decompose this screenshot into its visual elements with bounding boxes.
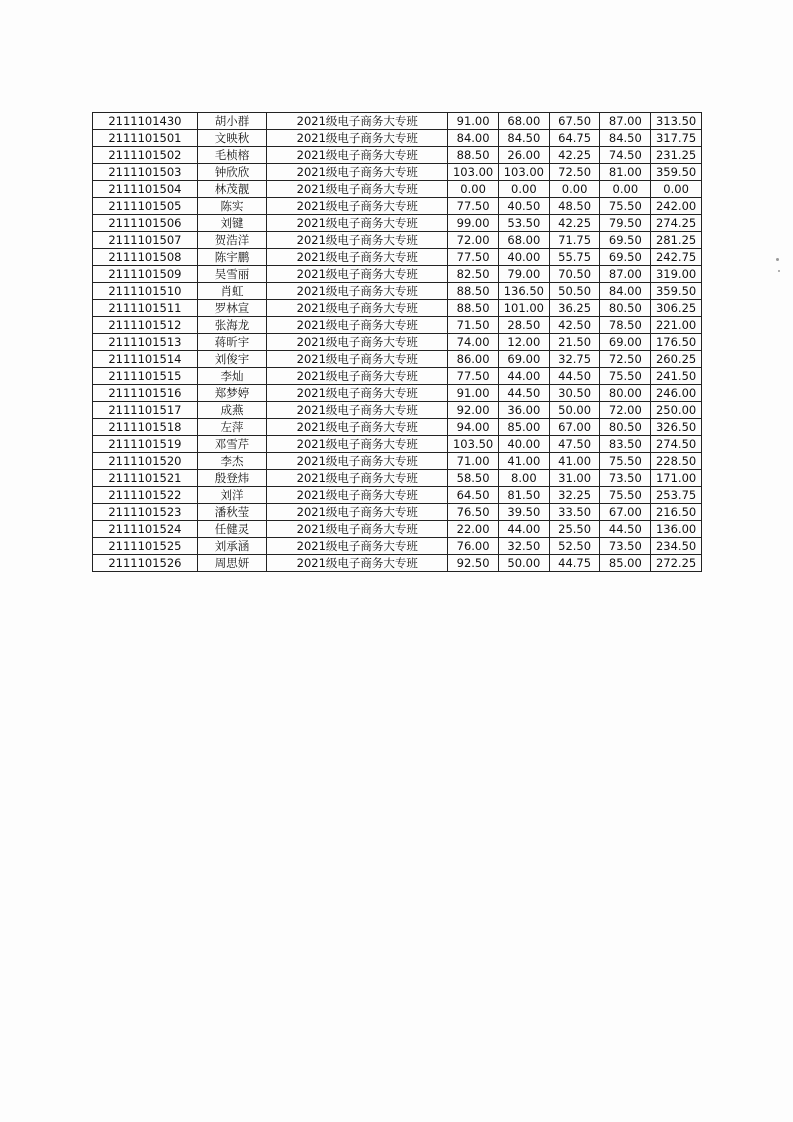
score1-cell: 92.50: [448, 555, 499, 572]
score4-cell: 44.50: [600, 521, 651, 538]
student-name-cell: 吴雪丽: [197, 266, 267, 283]
score1-cell: 84.00: [448, 130, 499, 147]
score4-cell: 80.50: [600, 300, 651, 317]
student-name-cell: 殷登炜: [197, 470, 267, 487]
student-name-cell: 罗林宣: [197, 300, 267, 317]
score2-cell: 0.00: [498, 181, 549, 198]
student-name-cell: 李杰: [197, 453, 267, 470]
score3-cell: 36.25: [549, 300, 600, 317]
score4-cell: 69.00: [600, 334, 651, 351]
student-id-cell: 2111101507: [93, 232, 198, 249]
score4-cell: 72.50: [600, 351, 651, 368]
score2-cell: 68.00: [498, 232, 549, 249]
score1-cell: 92.00: [448, 402, 499, 419]
student-id-cell: 2111101508: [93, 249, 198, 266]
class-cell: 2021级电子商务大专班: [267, 215, 448, 232]
score2-cell: 26.00: [498, 147, 549, 164]
student-name-cell: 刘承涵: [197, 538, 267, 555]
score2-cell: 53.50: [498, 215, 549, 232]
score3-cell: 50.00: [549, 402, 600, 419]
student-name-cell: 胡小群: [197, 113, 267, 130]
score4-cell: 75.50: [600, 198, 651, 215]
score1-cell: 76.50: [448, 504, 499, 521]
score2-cell: 103.00: [498, 164, 549, 181]
class-cell: 2021级电子商务大专班: [267, 470, 448, 487]
score2-cell: 36.00: [498, 402, 549, 419]
table-row: [93, 538, 702, 555]
score1-cell: 103.00: [448, 164, 499, 181]
total-cell: 171.00: [651, 470, 702, 487]
total-cell: 176.50: [651, 334, 702, 351]
class-cell: 2021级电子商务大专班: [267, 385, 448, 402]
class-cell: 2021级电子商务大专班: [267, 487, 448, 504]
score1-cell: 77.50: [448, 249, 499, 266]
score4-cell: 83.50: [600, 436, 651, 453]
total-cell: 231.25: [651, 147, 702, 164]
score1-cell: 94.00: [448, 419, 499, 436]
score3-cell: 25.50: [549, 521, 600, 538]
class-cell: 2021级电子商务大专班: [267, 351, 448, 368]
total-cell: 253.75: [651, 487, 702, 504]
table-row: [93, 181, 702, 198]
student-name-cell: 郑梦婷: [197, 385, 267, 402]
class-cell: 2021级电子商务大专班: [267, 436, 448, 453]
student-id-cell: 2111101526: [93, 555, 198, 572]
table-row: [93, 368, 702, 385]
table-row: [93, 113, 702, 130]
score3-cell: 71.75: [549, 232, 600, 249]
score4-cell: 67.00: [600, 504, 651, 521]
score4-cell: 75.50: [600, 453, 651, 470]
score3-cell: 48.50: [549, 198, 600, 215]
score3-cell: 70.50: [549, 266, 600, 283]
score2-cell: 68.00: [498, 113, 549, 130]
class-cell: 2021级电子商务大专班: [267, 198, 448, 215]
class-cell: 2021级电子商务大专班: [267, 181, 448, 198]
score3-cell: 42.25: [549, 215, 600, 232]
class-cell: 2021级电子商务大专班: [267, 334, 448, 351]
table-row: [93, 419, 702, 436]
student-id-cell: 2111101509: [93, 266, 198, 283]
scan-speck: [778, 270, 780, 272]
score2-cell: 84.50: [498, 130, 549, 147]
score2-cell: 40.00: [498, 436, 549, 453]
score2-cell: 39.50: [498, 504, 549, 521]
table-row: [93, 487, 702, 504]
class-cell: 2021级电子商务大专班: [267, 453, 448, 470]
score1-cell: 71.50: [448, 317, 499, 334]
total-cell: 136.00: [651, 521, 702, 538]
score1-cell: 77.50: [448, 368, 499, 385]
score-table-body: [93, 113, 702, 572]
class-cell: 2021级电子商务大专班: [267, 164, 448, 181]
score1-cell: 91.00: [448, 113, 499, 130]
student-name-cell: 刘洋: [197, 487, 267, 504]
score1-cell: 82.50: [448, 266, 499, 283]
table-row: [93, 215, 702, 232]
score2-cell: 79.00: [498, 266, 549, 283]
student-name-cell: 邓雪芹: [197, 436, 267, 453]
score1-cell: 86.00: [448, 351, 499, 368]
score4-cell: 84.50: [600, 130, 651, 147]
score3-cell: 67.50: [549, 113, 600, 130]
score4-cell: 84.00: [600, 283, 651, 300]
score1-cell: 64.50: [448, 487, 499, 504]
total-cell: 359.50: [651, 164, 702, 181]
score3-cell: 32.75: [549, 351, 600, 368]
total-cell: 242.75: [651, 249, 702, 266]
student-id-cell: 2111101520: [93, 453, 198, 470]
score4-cell: 75.50: [600, 368, 651, 385]
table-row: [93, 470, 702, 487]
score2-cell: 136.50: [498, 283, 549, 300]
table-row: [93, 521, 702, 538]
student-name-cell: 蒋昕宇: [197, 334, 267, 351]
score3-cell: 44.75: [549, 555, 600, 572]
class-cell: 2021级电子商务大专班: [267, 232, 448, 249]
score2-cell: 85.00: [498, 419, 549, 436]
student-name-cell: 刘俊宇: [197, 351, 267, 368]
score3-cell: 41.00: [549, 453, 600, 470]
total-cell: 272.25: [651, 555, 702, 572]
student-name-cell: 陈实: [197, 198, 267, 215]
student-id-cell: 2111101513: [93, 334, 198, 351]
total-cell: 221.00: [651, 317, 702, 334]
scan-speck: [776, 258, 779, 261]
score1-cell: 88.50: [448, 283, 499, 300]
student-name-cell: 陈宇鹏: [197, 249, 267, 266]
student-name-cell: 毛桢榕: [197, 147, 267, 164]
student-name-cell: 李灿: [197, 368, 267, 385]
student-id-cell: 2111101430: [93, 113, 198, 130]
table-row: [93, 283, 702, 300]
score3-cell: 21.50: [549, 334, 600, 351]
score3-cell: 72.50: [549, 164, 600, 181]
table-row: [93, 249, 702, 266]
score1-cell: 103.50: [448, 436, 499, 453]
class-cell: 2021级电子商务大专班: [267, 249, 448, 266]
student-id-cell: 2111101512: [93, 317, 198, 334]
score1-cell: 71.00: [448, 453, 499, 470]
score2-cell: 69.00: [498, 351, 549, 368]
class-cell: 2021级电子商务大专班: [267, 300, 448, 317]
total-cell: 250.00: [651, 402, 702, 419]
score1-cell: 74.00: [448, 334, 499, 351]
score1-cell: 88.50: [448, 300, 499, 317]
score4-cell: 87.00: [600, 266, 651, 283]
table-row: [93, 232, 702, 249]
score4-cell: 85.00: [600, 555, 651, 572]
score2-cell: 50.00: [498, 555, 549, 572]
score3-cell: 64.75: [549, 130, 600, 147]
class-cell: 2021级电子商务大专班: [267, 266, 448, 283]
score3-cell: 33.50: [549, 504, 600, 521]
score1-cell: 76.00: [448, 538, 499, 555]
table-row: [93, 164, 702, 181]
student-id-cell: 2111101502: [93, 147, 198, 164]
score4-cell: 87.00: [600, 113, 651, 130]
student-id-cell: 2111101506: [93, 215, 198, 232]
student-id-cell: 2111101525: [93, 538, 198, 555]
table-row: [93, 555, 702, 572]
student-id-cell: 2111101516: [93, 385, 198, 402]
student-name-cell: 肖虹: [197, 283, 267, 300]
score3-cell: 0.00: [549, 181, 600, 198]
student-id-cell: 2111101524: [93, 521, 198, 538]
student-id-cell: 2111101519: [93, 436, 198, 453]
score3-cell: 55.75: [549, 249, 600, 266]
student-name-cell: 刘键: [197, 215, 267, 232]
total-cell: 274.50: [651, 436, 702, 453]
table-row: [93, 147, 702, 164]
student-id-cell: 2111101514: [93, 351, 198, 368]
total-cell: 0.00: [651, 181, 702, 198]
score3-cell: 42.25: [549, 147, 600, 164]
student-id-cell: 2111101503: [93, 164, 198, 181]
total-cell: 274.25: [651, 215, 702, 232]
total-cell: 306.25: [651, 300, 702, 317]
score2-cell: 8.00: [498, 470, 549, 487]
class-cell: 2021级电子商务大专班: [267, 419, 448, 436]
score1-cell: 22.00: [448, 521, 499, 538]
table-row: [93, 504, 702, 521]
class-cell: 2021级电子商务大专班: [267, 538, 448, 555]
table-row: [93, 385, 702, 402]
class-cell: 2021级电子商务大专班: [267, 368, 448, 385]
score2-cell: 12.00: [498, 334, 549, 351]
student-name-cell: 成燕: [197, 402, 267, 419]
class-cell: 2021级电子商务大专班: [267, 504, 448, 521]
class-cell: 2021级电子商务大专班: [267, 113, 448, 130]
student-name-cell: 张海龙: [197, 317, 267, 334]
student-name-cell: 钟欣欣: [197, 164, 267, 181]
student-name-cell: 文映秋: [197, 130, 267, 147]
score2-cell: 44.00: [498, 368, 549, 385]
score1-cell: 88.50: [448, 147, 499, 164]
score3-cell: 32.25: [549, 487, 600, 504]
score4-cell: 75.50: [600, 487, 651, 504]
score2-cell: 81.50: [498, 487, 549, 504]
score3-cell: 47.50: [549, 436, 600, 453]
score4-cell: 69.50: [600, 232, 651, 249]
student-name-cell: 贺浩洋: [197, 232, 267, 249]
total-cell: 246.00: [651, 385, 702, 402]
score3-cell: 52.50: [549, 538, 600, 555]
student-id-cell: 2111101518: [93, 419, 198, 436]
score2-cell: 28.50: [498, 317, 549, 334]
score1-cell: 58.50: [448, 470, 499, 487]
table-row: [93, 130, 702, 147]
score3-cell: 31.00: [549, 470, 600, 487]
total-cell: 241.50: [651, 368, 702, 385]
score2-cell: 40.00: [498, 249, 549, 266]
score3-cell: 44.50: [549, 368, 600, 385]
student-name-cell: 潘秋莹: [197, 504, 267, 521]
total-cell: 313.50: [651, 113, 702, 130]
class-cell: 2021级电子商务大专班: [267, 147, 448, 164]
score4-cell: 73.50: [600, 538, 651, 555]
score3-cell: 30.50: [549, 385, 600, 402]
score2-cell: 40.50: [498, 198, 549, 215]
score2-cell: 32.50: [498, 538, 549, 555]
score2-cell: 44.00: [498, 521, 549, 538]
score1-cell: 77.50: [448, 198, 499, 215]
score1-cell: 99.00: [448, 215, 499, 232]
total-cell: 326.50: [651, 419, 702, 436]
student-name-cell: 任健灵: [197, 521, 267, 538]
total-cell: 317.75: [651, 130, 702, 147]
total-cell: 216.50: [651, 504, 702, 521]
student-id-cell: 2111101511: [93, 300, 198, 317]
table-row: [93, 198, 702, 215]
student-id-cell: 2111101522: [93, 487, 198, 504]
student-id-cell: 2111101515: [93, 368, 198, 385]
class-cell: 2021级电子商务大专班: [267, 521, 448, 538]
table-row: [93, 300, 702, 317]
score4-cell: 74.50: [600, 147, 651, 164]
score4-cell: 80.00: [600, 385, 651, 402]
score2-cell: 41.00: [498, 453, 549, 470]
table-row: [93, 334, 702, 351]
score4-cell: 0.00: [600, 181, 651, 198]
table-row: [93, 351, 702, 368]
class-cell: 2021级电子商务大专班: [267, 283, 448, 300]
total-cell: 319.00: [651, 266, 702, 283]
total-cell: 359.50: [651, 283, 702, 300]
score4-cell: 78.50: [600, 317, 651, 334]
class-cell: 2021级电子商务大专班: [267, 402, 448, 419]
total-cell: 228.50: [651, 453, 702, 470]
score4-cell: 69.50: [600, 249, 651, 266]
score4-cell: 79.50: [600, 215, 651, 232]
student-id-cell: 2111101501: [93, 130, 198, 147]
class-cell: 2021级电子商务大专班: [267, 555, 448, 572]
student-id-cell: 2111101505: [93, 198, 198, 215]
table-row: [93, 402, 702, 419]
score2-cell: 101.00: [498, 300, 549, 317]
score4-cell: 73.50: [600, 470, 651, 487]
score3-cell: 42.50: [549, 317, 600, 334]
table-row: [93, 266, 702, 283]
score1-cell: 0.00: [448, 181, 499, 198]
total-cell: 260.25: [651, 351, 702, 368]
student-id-cell: 2111101523: [93, 504, 198, 521]
student-id-cell: 2111101517: [93, 402, 198, 419]
table-row: [93, 317, 702, 334]
student-id-cell: 2111101510: [93, 283, 198, 300]
score3-cell: 67.00: [549, 419, 600, 436]
score1-cell: 72.00: [448, 232, 499, 249]
total-cell: 281.25: [651, 232, 702, 249]
score4-cell: 72.00: [600, 402, 651, 419]
class-cell: 2021级电子商务大专班: [267, 130, 448, 147]
score-table: [92, 112, 702, 572]
student-name-cell: 周思妍: [197, 555, 267, 572]
student-id-cell: 2111101521: [93, 470, 198, 487]
student-name-cell: 左萍: [197, 419, 267, 436]
score1-cell: 91.00: [448, 385, 499, 402]
score4-cell: 81.00: [600, 164, 651, 181]
total-cell: 242.00: [651, 198, 702, 215]
student-id-cell: 2111101504: [93, 181, 198, 198]
student-name-cell: 林茂靓: [197, 181, 267, 198]
class-cell: 2021级电子商务大专班: [267, 317, 448, 334]
score2-cell: 44.50: [498, 385, 549, 402]
score3-cell: 50.50: [549, 283, 600, 300]
score4-cell: 80.50: [600, 419, 651, 436]
total-cell: 234.50: [651, 538, 702, 555]
table-row: [93, 436, 702, 453]
table-row: [93, 453, 702, 470]
